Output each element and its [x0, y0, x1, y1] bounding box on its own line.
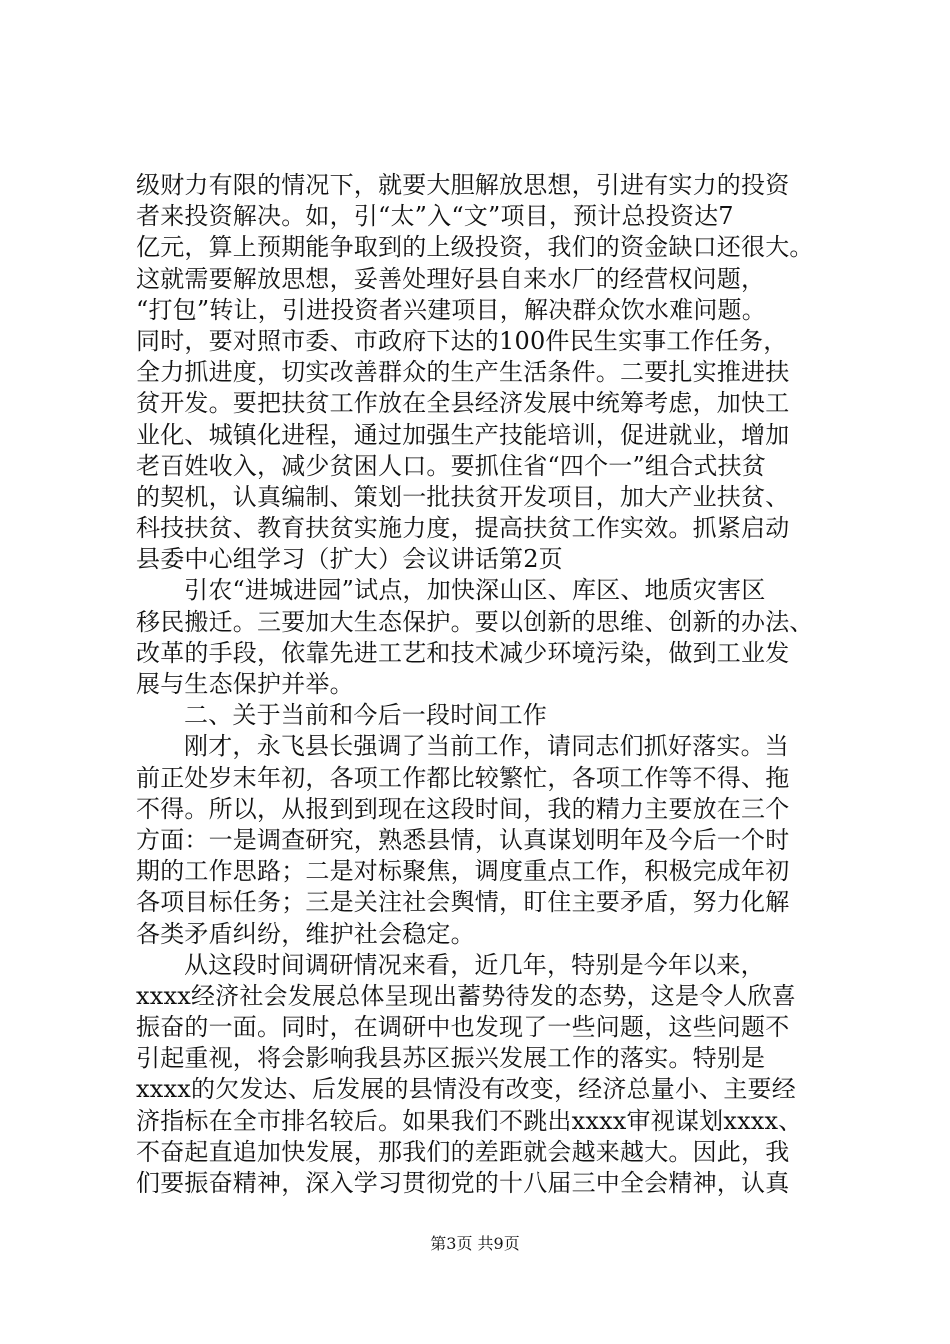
text-line: 引起重视，将会影响我县苏区振兴发展工作的落实。特别是 — [136, 1044, 766, 1073]
text-line: 移民搬迁。三要加大生态保护。要以创新的思维、创新的办法、 — [136, 607, 814, 636]
text-line: 各项目标任务；三是关注社会舆情，盯住主要矛盾，努力化解 — [136, 888, 790, 917]
text-line: xxxx的欠发达、后发展的县情没有改变，经济总量小、主要经 — [136, 1075, 796, 1104]
text-line: 们要振奋精神，深入学习贯彻党的十八届三中全会精神，认真 — [136, 1169, 790, 1197]
body-text — [136, 170, 836, 1199]
text-line: 亿元，算上预期能争取到的上级投资，我们的资金缺口还很大。 — [136, 233, 814, 262]
text-line: 展与生态保护并举。 — [136, 670, 354, 698]
text-line: 科技扶贫、教育扶贫实施力度，提高扶贫工作实效。抓紧启动 — [136, 514, 790, 543]
text-line: 不得。所以，从报到到现在这段时间，我的精力主要放在三个 — [136, 794, 790, 823]
page-number-footer: 第3页 共9页 — [430, 1234, 520, 1253]
text-line: 这就需要解放思想，妥善处理好县自来水厂的经营权问题， — [136, 264, 766, 293]
paragraph-first-line: 刚才，永飞县长强调了当前工作，请同志们抓好落实。当 — [184, 732, 789, 761]
paragraph-first-line: 从这段时间调研情况来看，近几年，特别是今年以来， — [184, 950, 765, 979]
text-line: 业化、城镇化进程，通过加强生产技能培训，促进就业，增加 — [136, 420, 790, 449]
text-line: 县委中心组学习（扩大）会议讲话第2页 — [136, 545, 563, 574]
text-line: 期的工作思路；二是对标聚焦，调度重点工作，积极完成年初 — [136, 857, 790, 886]
section-heading: 二、关于当前和今后一段时间工作 — [184, 701, 547, 730]
text-line: 各类矛盾纠纷，维护社会稳定。 — [136, 919, 475, 948]
text-line: 全力抓进度，切实改善群众的生产生活条件。二要扎实推进扶 — [136, 358, 790, 387]
text-line: “打包”转让，引进投资者兴建项目，解决群众饮水难问题。 — [136, 295, 766, 324]
text-line: 的契机，认真编制、策划一批扶贫开发项目，加大产业扶贫、 — [136, 482, 790, 511]
text-line: 老百姓收入，减少贫困人口。要抓住省“四个一”组合式扶贫 — [136, 451, 766, 480]
text-line: 改革的手段，依靠先进工艺和技术减少环境污染，做到工业发 — [136, 638, 790, 667]
text-line: xxxx经济社会发展总体呈现出蓄势待发的态势，这是令人欣喜 — [136, 981, 796, 1010]
text-line: 不奋起直追加快发展，那我们的差距就会越来越大。因此，我 — [136, 1137, 790, 1166]
paragraph-first-line: 引农“进城进园”试点，加快深山区、库区、地质灾害区 — [184, 576, 766, 605]
text-line: 者来投资解决。如，引“太”入“文”项目，预计总投资达7 — [136, 202, 734, 231]
text-line: 同时，要对照市委、市政府下达的100件民生实事工作任务， — [136, 326, 788, 355]
text-line: 振奋的一面。同时，在调研中也发现了一些问题，这些问题不 — [136, 1013, 790, 1042]
text-line: 济指标在全市排名较后。如果我们不跳出xxxx审视谋划xxxx、 — [136, 1106, 803, 1135]
text-line: 前正处岁末年初，各项工作都比较繁忙，各项工作等不得、拖 — [136, 763, 790, 792]
text-line: 贫开发。要把扶贫工作放在全县经济发展中统筹考虑，加快工 — [136, 389, 790, 418]
text-line: 级财力有限的情况下，就要大胆解放思想，引进有实力的投资 — [136, 171, 790, 199]
text-line: 方面：一是调查研究，熟悉县情，认真谋划明年及今后一个时 — [136, 825, 790, 854]
